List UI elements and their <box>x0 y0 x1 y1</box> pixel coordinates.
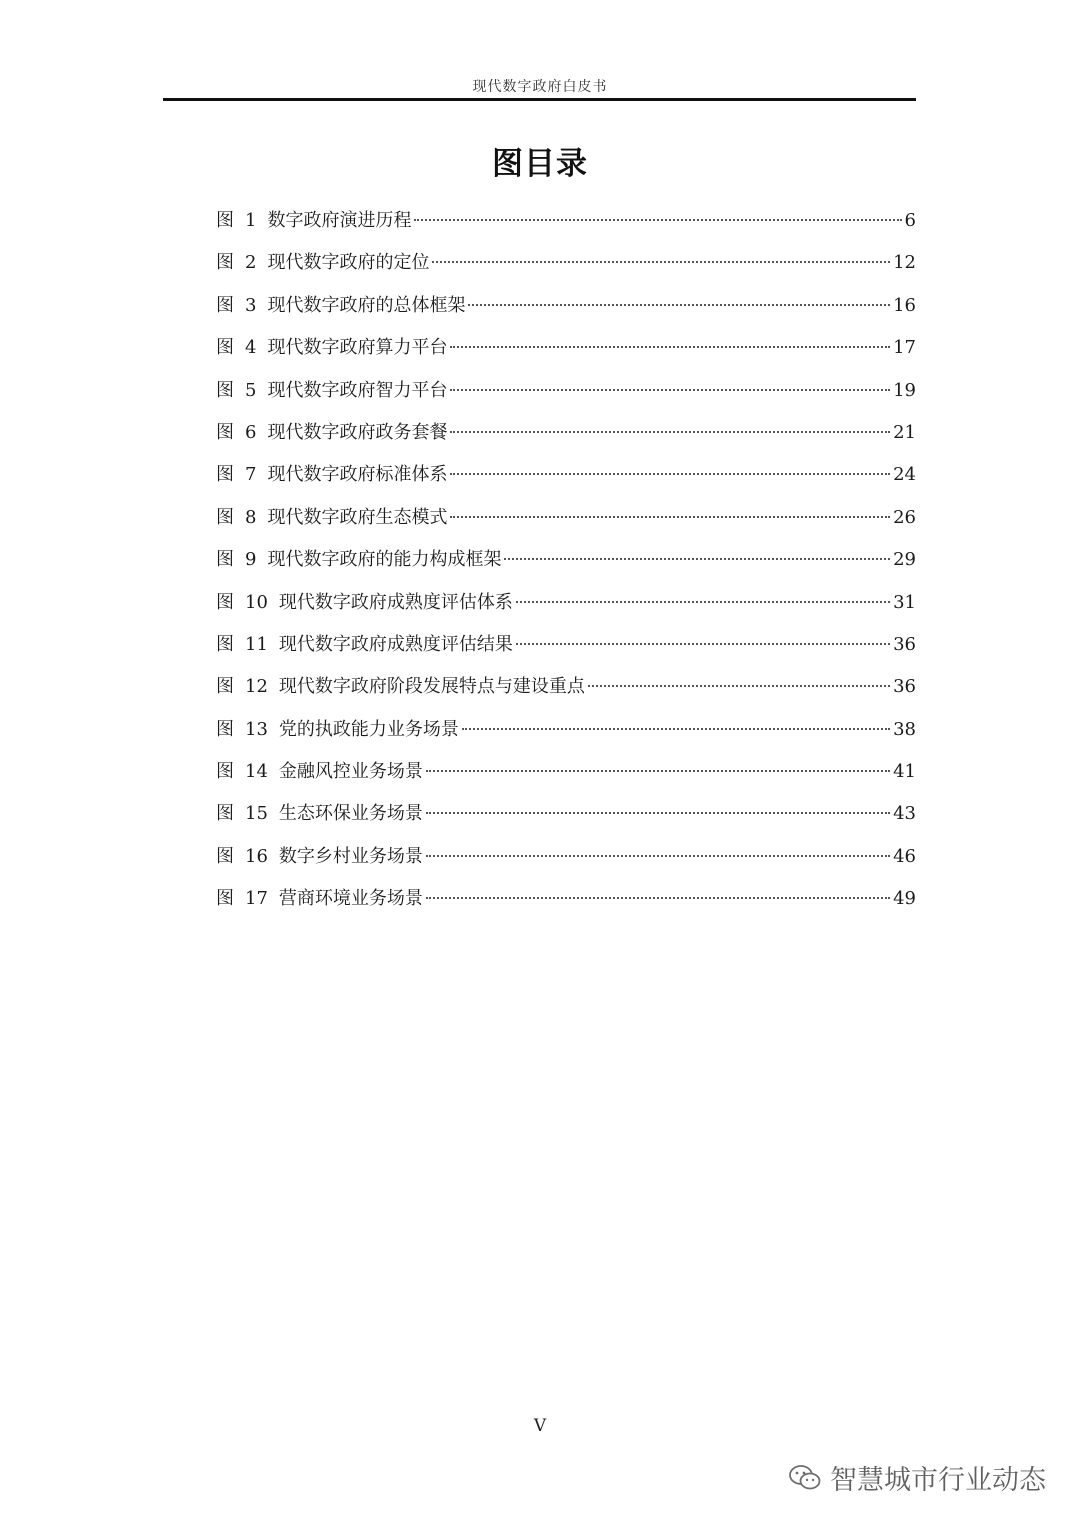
figure-entry[interactable] <box>216 373 916 415</box>
figure-page-number: 31 <box>893 591 916 613</box>
figure-number: 3 <box>245 294 257 316</box>
figure-number: 14 <box>245 761 268 783</box>
figure-number: 4 <box>245 337 257 359</box>
dot-leader <box>450 473 890 475</box>
figure-entry[interactable] <box>216 330 916 372</box>
figure-prefix: 图 <box>216 506 234 528</box>
dot-leader <box>426 897 890 899</box>
figure-title: 现代数字政府算力平台 <box>267 337 448 359</box>
dot-leader <box>516 601 890 603</box>
figure-label <box>216 627 279 663</box>
figure-page-number: 19 <box>893 379 916 401</box>
figure-list <box>216 203 916 924</box>
figure-title: 现代数字政府政务套餐 <box>267 421 448 443</box>
figure-page-number: 24 <box>893 464 916 486</box>
watermark-text: 智慧城市行业动态 <box>830 1465 1046 1496</box>
figure-page-number: 43 <box>893 803 916 825</box>
figure-label <box>216 585 279 621</box>
figure-prefix: 图 <box>216 252 234 274</box>
figure-label <box>216 669 279 705</box>
dot-leader <box>432 261 890 263</box>
figure-label <box>216 245 267 281</box>
figure-entry[interactable] <box>216 500 916 542</box>
figure-title: 数字乡村业务场景 <box>278 845 423 867</box>
figure-title: 营商环境业务场景 <box>278 888 423 910</box>
figure-page-number: 16 <box>893 294 916 316</box>
figure-entry[interactable] <box>216 288 916 330</box>
figure-entry[interactable] <box>216 839 916 881</box>
figure-prefix: 图 <box>216 337 234 359</box>
figure-prefix: 图 <box>216 294 234 316</box>
figure-entry[interactable] <box>216 881 916 923</box>
figure-prefix: 图 <box>216 210 234 231</box>
figure-page-number: 46 <box>893 845 916 867</box>
figure-title: 现代数字政府成熟度评估体系 <box>278 591 513 613</box>
figure-page-number: 38 <box>893 718 916 740</box>
figure-number: 17 <box>245 888 268 910</box>
figure-number: 13 <box>245 718 268 740</box>
header-rule <box>163 98 916 101</box>
figure-number: 11 <box>245 633 268 655</box>
figure-page-number: 36 <box>893 633 916 655</box>
figure-entry[interactable] <box>216 796 916 838</box>
figure-number: 5 <box>245 379 257 401</box>
figure-title: 现代数字政府标准体系 <box>267 464 448 486</box>
figure-label <box>216 881 279 917</box>
figure-page-number: 49 <box>893 888 916 910</box>
figure-prefix: 图 <box>216 464 234 486</box>
figure-title: 现代数字政府的能力构成框架 <box>267 549 502 571</box>
figure-prefix: 图 <box>216 421 234 443</box>
figure-prefix: 图 <box>216 718 234 740</box>
figure-title: 党的执政能力业务场景 <box>278 718 459 740</box>
figure-title: 现代数字政府阶段发展特点与建设重点 <box>278 676 585 698</box>
figure-label <box>216 288 267 324</box>
figure-number: 12 <box>245 676 268 698</box>
running-header: 现代数字政府白皮书 <box>472 79 608 95</box>
figure-entry[interactable] <box>216 669 916 711</box>
figure-number: 8 <box>245 506 257 528</box>
figure-label <box>216 542 267 578</box>
figure-title: 现代数字政府成熟度评估结果 <box>278 633 513 655</box>
figure-page-number: 26 <box>893 506 916 528</box>
figure-prefix: 图 <box>216 888 234 910</box>
figure-label <box>216 330 267 366</box>
figure-page-number: 36 <box>893 676 916 698</box>
watermark <box>788 1458 1046 1497</box>
figure-prefix: 图 <box>216 591 234 613</box>
page-title: 图目录 <box>492 146 588 182</box>
figure-prefix: 图 <box>216 761 234 783</box>
dot-leader <box>588 685 890 687</box>
figure-label <box>216 203 267 239</box>
figure-number: 15 <box>245 803 268 825</box>
figure-number: 16 <box>245 845 268 867</box>
figure-entry[interactable] <box>216 542 916 584</box>
figure-title: 现代数字政府智力平台 <box>267 379 448 401</box>
figure-title: 现代数字政府生态模式 <box>267 506 448 528</box>
figure-number: 9 <box>245 549 257 571</box>
dot-leader <box>504 558 890 560</box>
figure-page-number: 12 <box>893 252 916 274</box>
figure-title: 现代数字政府的总体框架 <box>267 294 466 316</box>
figure-prefix: 图 <box>216 549 234 571</box>
figure-page-number: 6 <box>904 210 916 231</box>
figure-label <box>216 712 279 748</box>
figure-entry[interactable] <box>216 712 916 754</box>
figure-page-number: 29 <box>893 549 916 571</box>
figure-page-number: 17 <box>893 337 916 359</box>
figure-entry[interactable] <box>216 245 916 287</box>
figure-title: 数字政府演进历程 <box>267 210 412 231</box>
figure-number: 1 <box>245 210 257 231</box>
figure-number: 10 <box>245 591 268 613</box>
figure-page-number: 21 <box>893 421 916 443</box>
dot-leader <box>468 304 890 306</box>
dot-leader <box>450 516 890 518</box>
dot-leader <box>450 389 890 391</box>
dot-leader <box>426 855 890 857</box>
figure-label <box>216 796 279 832</box>
figure-label <box>216 373 267 409</box>
figure-entry[interactable] <box>216 203 916 245</box>
dot-leader <box>414 219 901 221</box>
figure-prefix: 图 <box>216 379 234 401</box>
dot-leader <box>462 728 890 730</box>
figure-prefix: 图 <box>216 676 234 698</box>
figure-label <box>216 415 267 451</box>
figure-prefix: 图 <box>216 803 234 825</box>
figure-label <box>216 457 267 493</box>
figure-title: 生态环保业务场景 <box>278 803 423 825</box>
figure-entry[interactable] <box>216 457 916 499</box>
wechat-icon <box>788 1464 822 1492</box>
figure-label <box>216 839 279 875</box>
figure-title: 金融风控业务场景 <box>278 761 423 783</box>
figure-label <box>216 754 279 790</box>
figure-label <box>216 500 267 536</box>
figure-number: 2 <box>245 252 257 274</box>
dot-leader <box>426 770 890 772</box>
figure-entry[interactable] <box>216 627 916 669</box>
figure-number: 6 <box>245 421 257 443</box>
figure-prefix: 图 <box>216 633 234 655</box>
dot-leader <box>516 643 890 645</box>
figure-prefix: 图 <box>216 845 234 867</box>
page-number: V <box>533 1416 547 1436</box>
figure-entry[interactable] <box>216 585 916 627</box>
figure-title: 现代数字政府的定位 <box>267 252 430 274</box>
figure-entry[interactable] <box>216 754 916 796</box>
dot-leader <box>450 346 890 348</box>
figure-number: 7 <box>245 464 257 486</box>
dot-leader <box>426 812 890 814</box>
dot-leader <box>450 431 890 433</box>
figure-page-number: 41 <box>893 761 916 783</box>
figure-entry[interactable] <box>216 415 916 457</box>
